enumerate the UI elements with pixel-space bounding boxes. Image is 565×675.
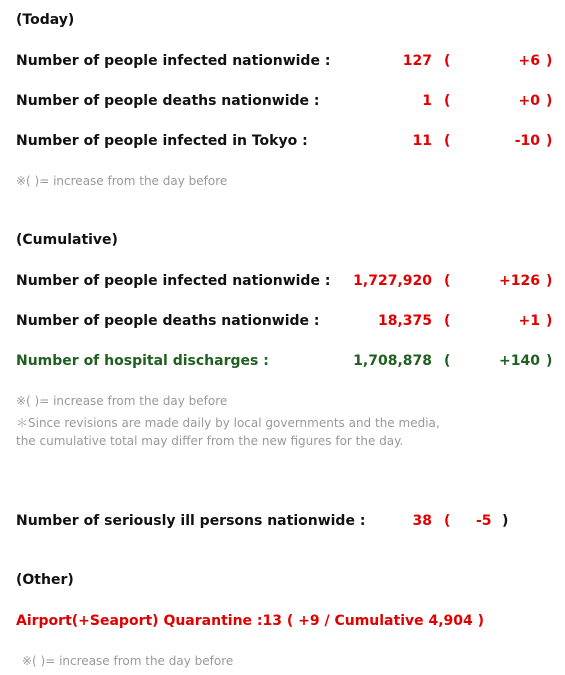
cumulative-infected-change: +126 — [499, 273, 540, 289]
today-tokyo-label: Number of people infected in Tokyo : — [16, 133, 308, 149]
today-deaths-close-paren: ) — [546, 93, 553, 109]
other-heading: (Other) — [16, 572, 74, 588]
serious-open-paren: ( — [444, 513, 451, 529]
today-tokyo-value: 11 — [412, 133, 432, 149]
serious-label: Number of seriously ill persons nationwide : — [16, 513, 366, 529]
other-note: ※( )= increase from the day before — [22, 654, 234, 668]
today-infected-open-paren: ( — [444, 53, 451, 69]
cumulative-discharges-close-paren: ) — [546, 353, 553, 369]
cumulative-note-revisions: ＊Since revisions are made daily by local governments and the media, — [16, 416, 440, 430]
today-heading: (Today) — [16, 12, 75, 28]
today-tokyo-change: -10 — [514, 133, 540, 149]
today-note: ※( )= increase from the day before — [16, 174, 228, 188]
today-infected-value: 127 — [402, 53, 432, 69]
today-tokyo-close-paren: ) — [546, 133, 553, 149]
cumulative-discharges-change: +140 — [499, 353, 540, 369]
cumulative-infected-label: Number of people infected nationwide : — [16, 273, 331, 289]
cumulative-heading: (Cumulative) — [16, 232, 118, 248]
today-infected-close-paren: ) — [546, 53, 553, 69]
cumulative-infected-close-paren: ) — [546, 273, 553, 289]
cumulative-deaths-value: 18,375 — [377, 313, 432, 329]
cumulative-deaths-label: Number of people deaths nationwide : — [16, 313, 320, 329]
cumulative-note-total: the cumulative total may differ from the new figures for the day. — [16, 434, 404, 448]
today-deaths-value: 1 — [422, 93, 432, 109]
cumulative-deaths-open-paren: ( — [444, 313, 451, 329]
today-infected-label: Number of people infected nationwide : — [16, 53, 331, 69]
serious-change: -5 — [476, 513, 492, 529]
today-deaths-open-paren: ( — [444, 93, 451, 109]
cumulative-discharges-value: 1,708,878 — [353, 353, 432, 369]
cumulative-infected-open-paren: ( — [444, 273, 451, 289]
serious-close-paren: ) — [502, 513, 509, 529]
cumulative-deaths-close-paren: ) — [546, 313, 553, 329]
today-deaths-change: +0 — [518, 93, 540, 109]
cumulative-discharges-label: Number of hospital discharges : — [16, 353, 269, 369]
today-deaths-label: Number of people deaths nationwide : — [16, 93, 320, 109]
cumulative-discharges-open-paren: ( — [444, 353, 451, 369]
serious-value: 38 — [412, 513, 432, 529]
today-infected-change: +6 — [518, 53, 540, 69]
cumulative-infected-value: 1,727,920 — [353, 273, 432, 289]
quarantine-line: Airport(+Seaport) Quarantine :13 ( +9 / Cumulative 4,904 ) — [16, 613, 485, 629]
today-tokyo-open-paren: ( — [444, 133, 451, 149]
cumulative-note-increase: ※( )= increase from the day before — [16, 394, 228, 408]
cumulative-deaths-change: +1 — [518, 313, 540, 329]
